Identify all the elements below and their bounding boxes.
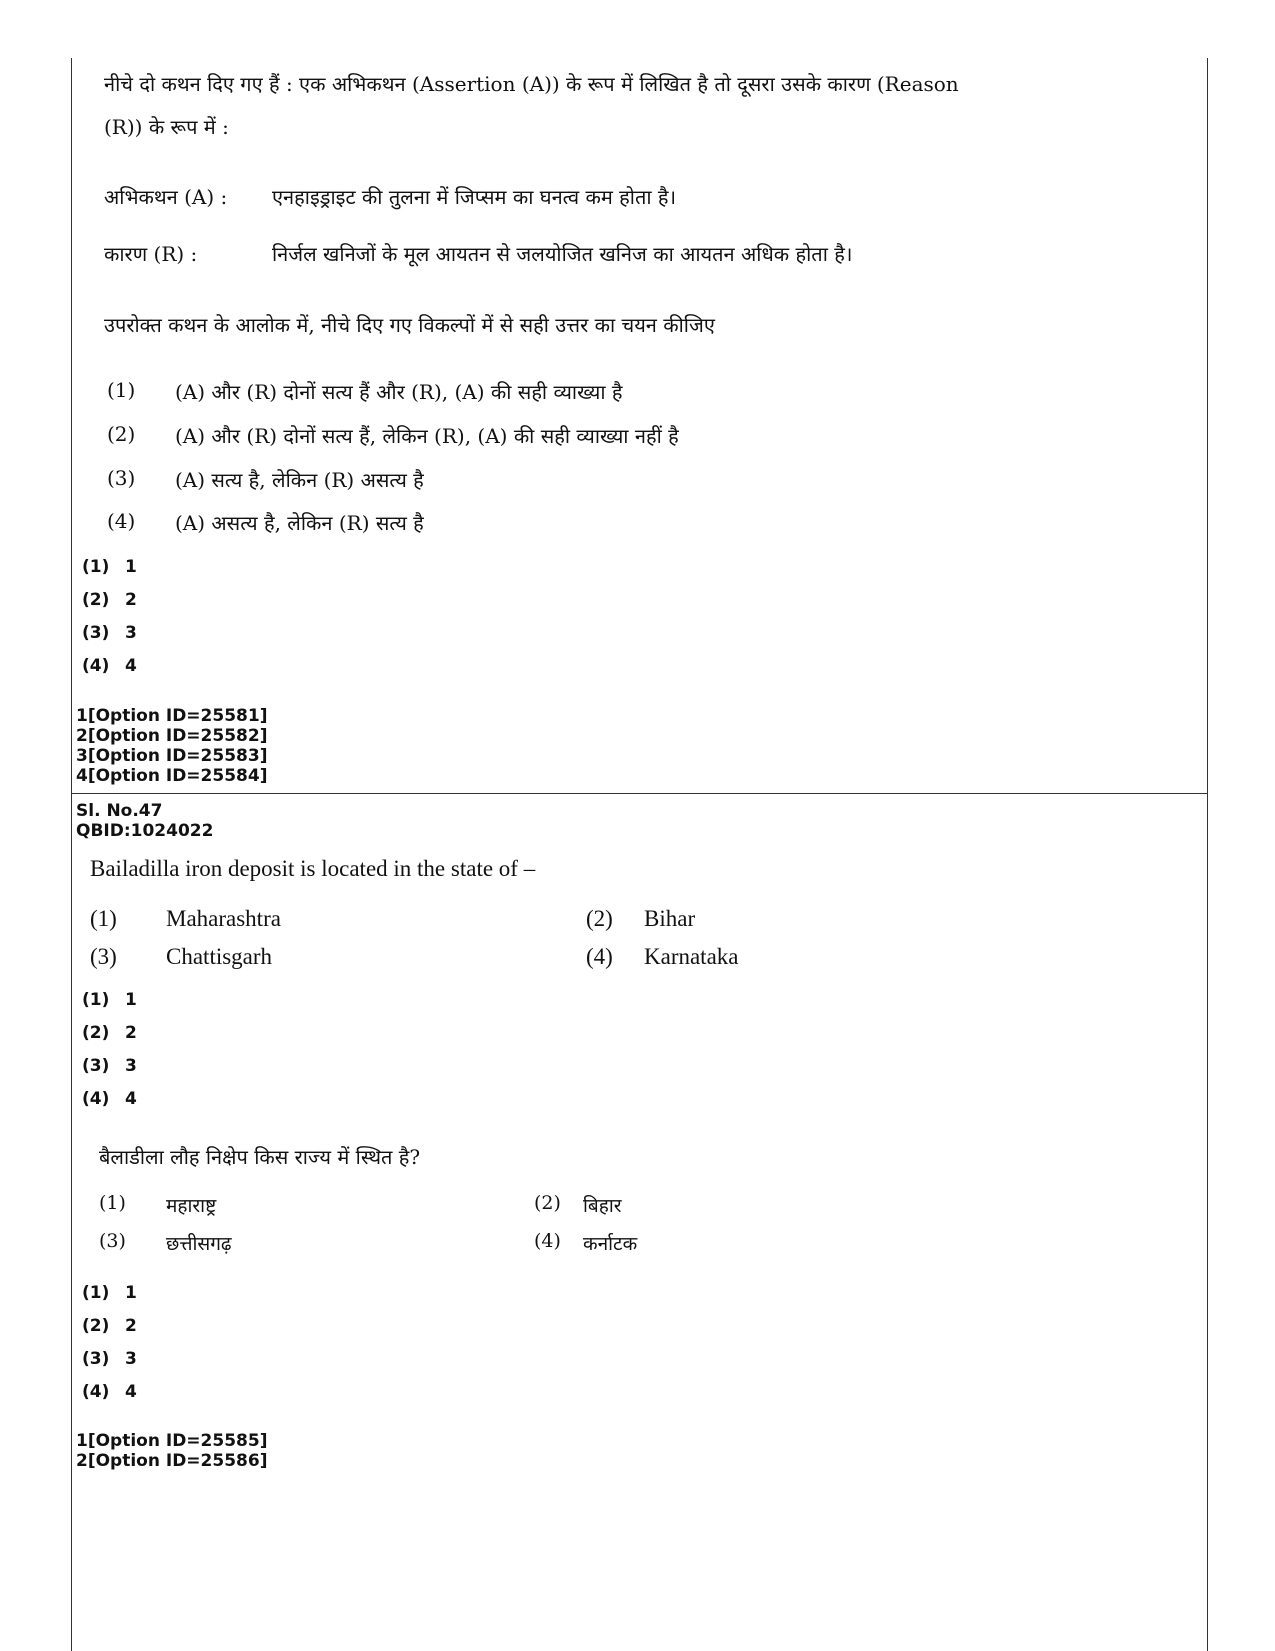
answer-option-value: 3	[125, 623, 137, 643]
q47-choice-num: (3)	[99, 1230, 126, 1252]
left-border-line	[71, 58, 72, 1651]
option-id: 1[Option ID=25581]	[76, 706, 268, 726]
answer-option-num[interactable]: (4)	[82, 1382, 110, 1402]
q47-choice-text: Maharashtra	[166, 906, 281, 931]
q46-choice-text: (A) असत्य है, लेकिन (R) सत्य है	[175, 511, 424, 535]
answer-option-num[interactable]: (4)	[82, 656, 110, 676]
right-border-line	[1207, 58, 1208, 1651]
answer-option-num[interactable]: (2)	[82, 1023, 110, 1043]
answer-option-value: 1	[125, 990, 137, 1010]
q47-choice-text: Chattisgarh	[166, 944, 273, 969]
answer-option-value: 2	[125, 590, 137, 610]
answer-option-value: 4	[125, 656, 137, 676]
option-id: 2[Option ID=25586]	[76, 1451, 268, 1471]
option-id: 1[Option ID=25585]	[76, 1431, 268, 1451]
answer-option-value: 4	[125, 1382, 137, 1402]
q46-reason-label: कारण (R) :	[104, 242, 198, 266]
answer-option-num[interactable]: (4)	[82, 1089, 110, 1109]
answer-option-value: 1	[125, 1283, 137, 1303]
q47-choice-text: बिहार	[583, 1195, 622, 1217]
question-bank-id: QBID:1024022	[76, 821, 214, 841]
q47-choice-text: कर्नाटक	[583, 1233, 638, 1255]
q46-intro-line2: (R)) के रूप में :	[104, 115, 229, 139]
answer-option-num[interactable]: (2)	[82, 590, 110, 610]
answer-option-value: 4	[125, 1089, 137, 1109]
answer-option-value: 3	[125, 1056, 137, 1076]
q46-instruction: उपरोक्त कथन के आलोक में, नीचे दिए गए विकल्पों में से सही उत्तर का चयन कीजिए	[104, 313, 715, 337]
question-divider	[71, 793, 1208, 794]
q46-choice-num: (1)	[107, 378, 136, 402]
option-id: 4[Option ID=25584]	[76, 766, 268, 786]
answer-option-value: 2	[125, 1316, 137, 1336]
q46-assertion-label: अभिकथन (A) :	[104, 185, 228, 209]
answer-option-value: 2	[125, 1023, 137, 1043]
q46-choice-text: (A) सत्य है, लेकिन (R) असत्य है	[175, 468, 424, 492]
answer-option-num[interactable]: (2)	[82, 1316, 110, 1336]
answer-option-num[interactable]: (1)	[82, 990, 110, 1010]
q47-choice-num: (3)	[90, 944, 117, 969]
option-id: 3[Option ID=25583]	[76, 746, 268, 766]
q47-choice-num: (1)	[90, 906, 117, 931]
q47-choice-num: (4)	[534, 1230, 561, 1252]
q47-choice-text: Karnataka	[644, 944, 739, 969]
q46-assertion-text: एनहाइड्राइट की तुलना में जिप्सम का घनत्व कम होता है।	[272, 185, 677, 209]
q47-choice-num: (4)	[586, 944, 613, 969]
q46-reason-text: निर्जल खनिजों के मूल आयतन से जलयोजित खनिज का आयतन अधिक होता है।	[272, 242, 853, 266]
answer-option-value: 3	[125, 1349, 137, 1369]
answer-option-num[interactable]: (1)	[82, 1283, 110, 1303]
q47-choice-num: (2)	[586, 906, 613, 931]
option-id: 2[Option ID=25582]	[76, 726, 268, 746]
answer-option-value: 1	[125, 557, 137, 577]
q47-choice-num: (1)	[99, 1192, 126, 1214]
question-serial-number: Sl. No.47	[76, 801, 163, 821]
q46-intro-line1: नीचे दो कथन दिए गए हैं : एक अभिकथन (Assertion (A)) के रूप में लिखित है तो दूसरा उसके कारण (Reason	[104, 72, 959, 96]
q46-choice-num: (2)	[107, 422, 136, 446]
answer-option-num[interactable]: (3)	[82, 623, 110, 643]
q47-choice-text: महाराष्ट्र	[166, 1195, 217, 1217]
answer-option-num[interactable]: (1)	[82, 557, 110, 577]
answer-option-num[interactable]: (3)	[82, 1056, 110, 1076]
q47-choice-text: Bihar	[644, 906, 696, 931]
answer-option-num[interactable]: (3)	[82, 1349, 110, 1369]
q46-choice-text: (A) और (R) दोनों सत्य हैं और (R), (A) की सही व्याख्या है	[175, 380, 623, 404]
q47-question-hindi: बैलाडीला लौह निक्षेप किस राज्य में स्थित है?	[99, 1145, 421, 1169]
q47-choice-text: छत्तीसगढ़	[166, 1233, 232, 1255]
q47-choice-num: (2)	[534, 1192, 561, 1214]
q46-choice-num: (3)	[107, 466, 136, 490]
q46-choice-num: (4)	[107, 509, 136, 533]
q47-question-english: Bailadilla iron deposit is located in the state of –	[90, 856, 536, 881]
q46-choice-text: (A) और (R) दोनों सत्य हैं, लेकिन (R), (A) की सही व्याख्या नहीं है	[175, 424, 679, 448]
